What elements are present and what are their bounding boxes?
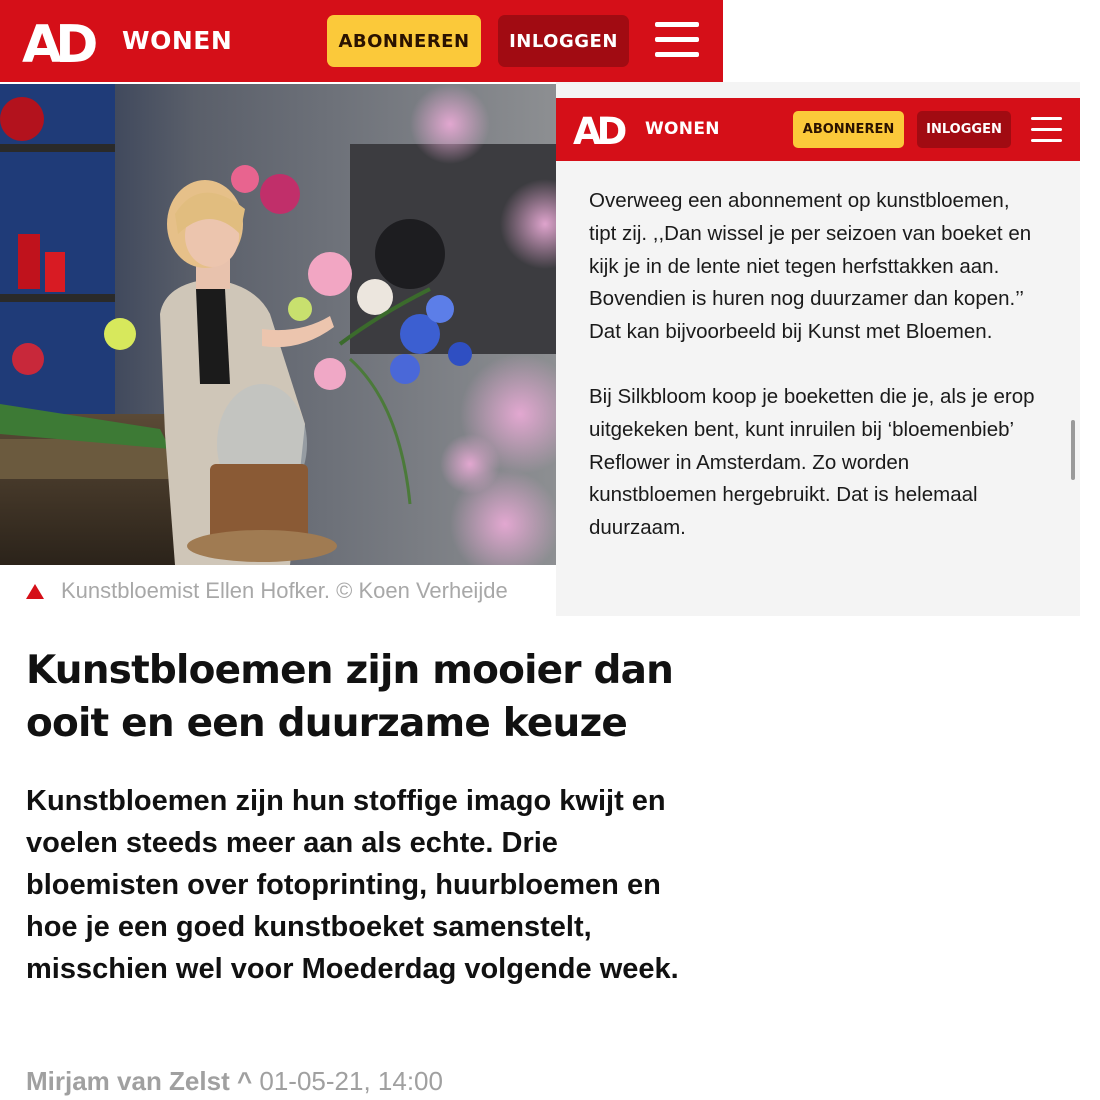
subscribe-button[interactable]: ABONNEREN <box>327 15 481 67</box>
article-title: Kunstbloemen zijn mooier dan ooit en een duurzame keuze <box>26 648 674 746</box>
author-toggle-icon[interactable]: ^ <box>236 1066 253 1096</box>
site-header <box>0 0 723 82</box>
author-name[interactable]: Mirjam van Zelst <box>26 1066 230 1096</box>
section-title[interactable]: WONEN <box>122 26 233 55</box>
caption-text: Kunstbloemist Ellen Hofker. © Koen Verheijde <box>61 578 508 603</box>
inset-scrollbar[interactable] <box>1071 420 1075 480</box>
article-photo <box>0 84 556 565</box>
caption-triangle-icon[interactable] <box>26 584 44 599</box>
photo-caption <box>26 578 508 604</box>
inset-subscribe-button[interactable]: ABONNEREN <box>793 111 904 148</box>
article-intro: Kunstbloemen zijn hun stoffige imago kwijt en voelen steeds meer aan als echte. Drie bloemisten over fotoprinting, huurbloemen en hoe je een goed kunstboeket samenstelt, misschien wel voor Moederdag volgende week. <box>26 785 679 985</box>
hamburger-menu-icon[interactable] <box>655 22 699 60</box>
ad-logo[interactable] <box>22 18 102 66</box>
inset-hamburger-menu-icon[interactable] <box>1031 117 1062 144</box>
inset-paragraph: Overweeg een abonnement op kunstbloemen, tipt zij. ,,Dan wissel je per seizoen van boeket en kijk je in de lente niet tegen herfsttakken aan. Bovendien is huren nog duurzamer dan kopen.’’ Dat kan bijvoorbeeld bij Kunst met Bloemen. <box>589 189 1032 344</box>
inset-section-title[interactable]: WONEN <box>645 119 720 139</box>
publish-date: 01-05-21, 14:00 <box>259 1066 443 1096</box>
menu-bar <box>1031 117 1062 120</box>
menu-bar <box>1031 139 1062 142</box>
inset-login-button[interactable]: INLOGGEN <box>917 111 1011 148</box>
menu-bar <box>655 22 699 27</box>
menu-bar <box>1031 128 1062 131</box>
inset-ad-logo[interactable] <box>573 113 629 147</box>
menu-bar <box>655 37 699 42</box>
ad-logo-text: AD <box>22 18 92 66</box>
login-button[interactable]: INLOGGEN <box>498 15 629 67</box>
article-byline <box>26 1066 443 1097</box>
menu-bar <box>655 52 699 57</box>
florist-photo-illustration <box>0 84 556 565</box>
inset-site-header <box>556 98 1080 161</box>
inset-ad-logo-text: AD <box>573 113 623 147</box>
inset-paragraph: Bij Silkbloom koop je boeketten die je, als je erop uitgekeken bent, kunt inruilen bij ‘bloemenbieb’ Reflower in Amsterdam. Zo worden kunstbloemen hergebruikt. Dat is helemaal duurzaam. <box>589 384 1035 540</box>
inset-article-body <box>589 185 1039 577</box>
